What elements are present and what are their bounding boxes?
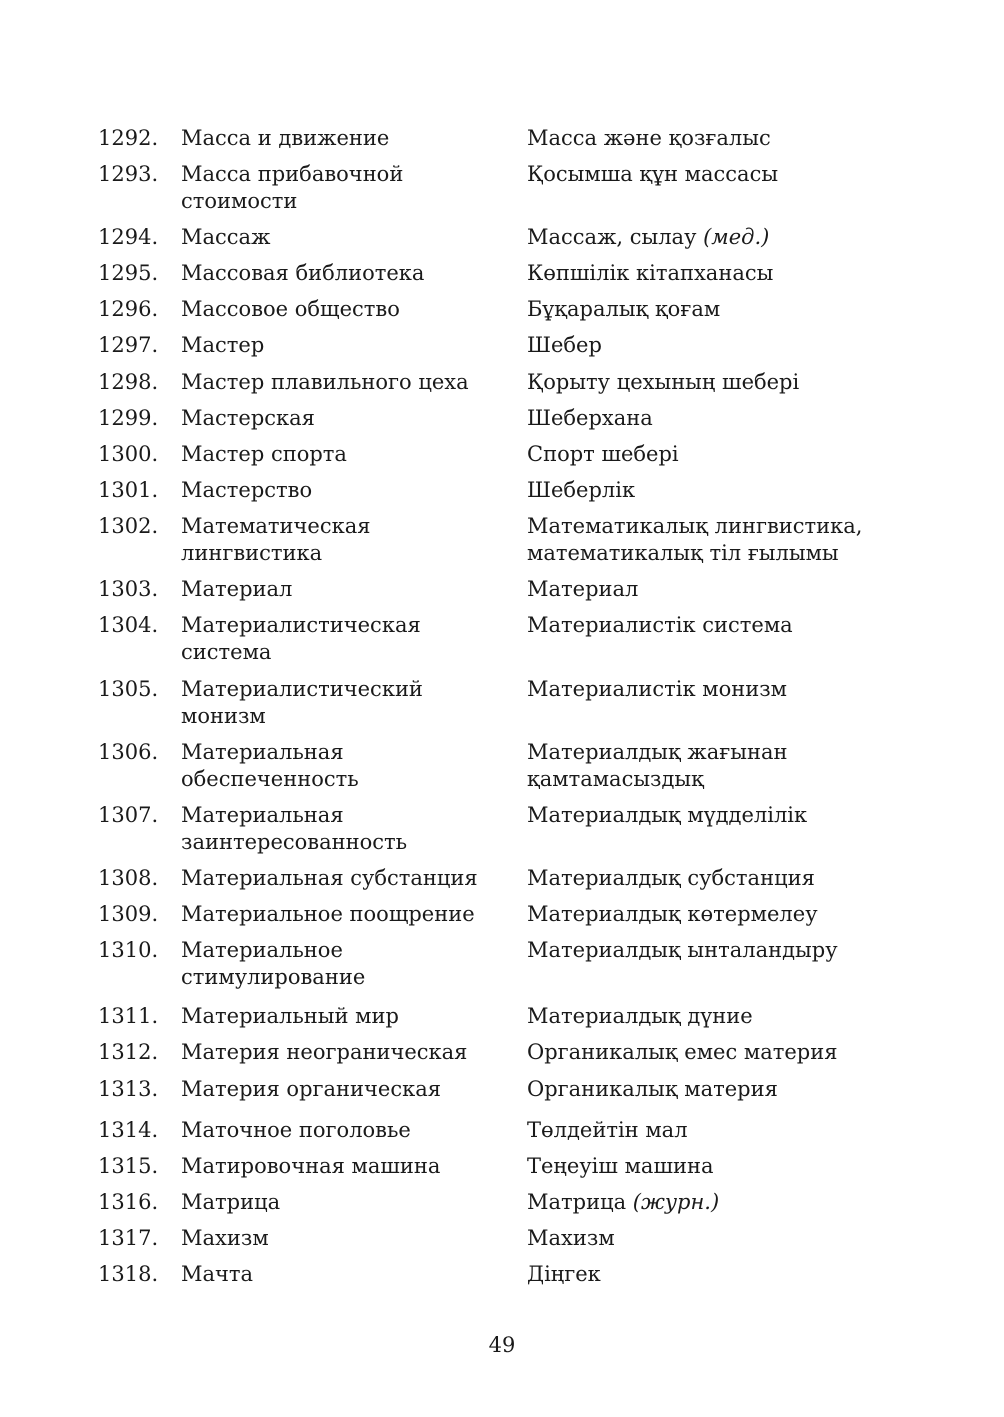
kazakh-term (527, 1261, 987, 1288)
kazakh-term-text: Спорт шебері (527, 442, 679, 466)
entry-number: 1315. (98, 1154, 159, 1178)
kazakh-term-line (527, 296, 987, 323)
russian-term-line: Масса прибавочной (181, 162, 404, 186)
russian-term-line: Материалистический (181, 677, 423, 701)
kazakh-term (527, 676, 987, 703)
entry-number: 1316. (98, 1190, 159, 1214)
entry-number: 1297. (98, 333, 159, 357)
russian-term-line: система (181, 640, 272, 664)
kazakh-term-line (527, 937, 987, 964)
kazakh-term-text: Материалдық дүние (527, 1004, 753, 1028)
russian-term-line: Мастерство (181, 478, 313, 502)
entry-number: 1318. (98, 1262, 159, 1286)
kazakh-term (527, 296, 987, 323)
russian-term-line: Маточное поголовье (181, 1118, 411, 1142)
russian-term (181, 260, 511, 287)
kazakh-term-line (527, 1261, 987, 1288)
kazakh-term-text: Көпшілік кітапханасы (527, 261, 774, 285)
kazakh-term (527, 1117, 987, 1144)
russian-term-line: Мастер плавильного цеха (181, 370, 469, 394)
russian-term-line: Математическая (181, 514, 371, 538)
russian-term-line: Материальная субстанция (181, 866, 478, 890)
kazakh-term (527, 369, 987, 396)
russian-term-line: Мачта (181, 1262, 254, 1286)
kazakh-term-line (527, 161, 987, 188)
entry-number: 1294. (98, 225, 159, 249)
kazakh-term-line (527, 540, 987, 567)
russian-term (181, 513, 511, 567)
kazakh-term-text: Шеберхана (527, 406, 653, 430)
russian-term (181, 1189, 511, 1216)
russian-term-line: Мастер спорта (181, 442, 347, 466)
kazakh-term-text: Материалистік монизм (527, 677, 788, 701)
kazakh-term-line (527, 1117, 987, 1144)
russian-term-line: заинтересованность (181, 830, 408, 854)
kazakh-term-line (527, 441, 987, 468)
russian-term-line: Материальная (181, 740, 344, 764)
russian-term (181, 1076, 511, 1103)
kazakh-term-text: Махизм (527, 1226, 615, 1250)
kazakh-term (527, 161, 987, 188)
russian-term (181, 477, 511, 504)
russian-term (181, 1225, 511, 1252)
kazakh-term (527, 441, 987, 468)
entry-number: 1299. (98, 406, 159, 430)
kazakh-term-line (527, 901, 987, 928)
russian-term-line: Материя неограническая (181, 1040, 468, 1064)
entry-number: 1308. (98, 866, 159, 890)
kazakh-term-text: Қосымша құн массасы (527, 162, 779, 186)
russian-term-line: Мастер (181, 333, 265, 357)
kazakh-term (527, 1003, 987, 1030)
kazakh-term-line (527, 766, 987, 793)
russian-term (181, 441, 511, 468)
kazakh-term-line (527, 1153, 987, 1180)
kazakh-term-line (527, 865, 987, 892)
russian-term (181, 576, 511, 603)
kazakh-term-text: Шебер (527, 333, 602, 357)
russian-term-line: Материальное поощрение (181, 902, 475, 926)
usage-note: (журн.) (632, 1190, 720, 1214)
kazakh-term (527, 405, 987, 432)
entry-number: 1302. (98, 514, 159, 538)
entry-number: 1306. (98, 740, 159, 764)
kazakh-term-line (527, 513, 987, 540)
russian-term-line: Материал (181, 577, 293, 601)
kazakh-term-line (527, 576, 987, 603)
russian-term (181, 1261, 511, 1288)
kazakh-term-text: Діңгек (527, 1262, 601, 1286)
kazakh-term-text: Математикалық лингвистика, (527, 514, 863, 538)
kazakh-term (527, 1189, 987, 1216)
kazakh-term-line (527, 369, 987, 396)
kazakh-term-line (527, 224, 987, 251)
kazakh-term-line (527, 405, 987, 432)
russian-term (181, 369, 511, 396)
russian-term (181, 739, 511, 793)
kazakh-term-text: Қорыту цехының шебері (527, 370, 800, 394)
russian-term-line: обеспеченность (181, 767, 359, 791)
entry-number: 1311. (98, 1004, 159, 1028)
russian-term-line: Материальный мир (181, 1004, 399, 1028)
kazakh-term-text: Материалдық жағынан (527, 740, 788, 764)
entry-number: 1307. (98, 803, 159, 827)
kazakh-term-line (527, 1225, 987, 1252)
kazakh-term-line (527, 1003, 987, 1030)
russian-term (181, 1153, 511, 1180)
kazakh-term-line (527, 1039, 987, 1066)
kazakh-term-text: Матрица (527, 1190, 633, 1214)
kazakh-term (527, 901, 987, 928)
kazakh-term-line (527, 125, 987, 152)
russian-term-line: Материальная (181, 803, 344, 827)
entry-number: 1295. (98, 261, 159, 285)
kazakh-term-text: Органикалық емес материя (527, 1040, 838, 1064)
entry-number: 1310. (98, 938, 159, 962)
russian-term (181, 1003, 511, 1030)
kazakh-term-line (527, 612, 987, 639)
kazakh-term-line (527, 1189, 987, 1216)
entry-number: 1300. (98, 442, 159, 466)
kazakh-term-text: математикалық тіл ғылымы (527, 541, 839, 565)
russian-term (181, 125, 511, 152)
entry-number: 1301. (98, 478, 159, 502)
kazakh-term-line (527, 260, 987, 287)
kazakh-term (527, 125, 987, 152)
kazakh-term-text: Материал (527, 577, 639, 601)
russian-term-line: Масса и движение (181, 126, 390, 150)
russian-term-line: Материальное (181, 938, 343, 962)
entry-number: 1303. (98, 577, 159, 601)
kazakh-term-text: қамтамасыздық (527, 767, 704, 791)
entry-number: 1314. (98, 1118, 159, 1142)
kazakh-term-text: Масса және қозғалыс (527, 126, 771, 150)
russian-term-line: Массаж (181, 225, 271, 249)
russian-term-line: Махизм (181, 1226, 269, 1250)
russian-term-line: лингвистика (181, 541, 323, 565)
russian-term (181, 901, 511, 928)
kazakh-term (527, 260, 987, 287)
kazakh-term (527, 612, 987, 639)
entry-number: 1298. (98, 370, 159, 394)
kazakh-term (527, 477, 987, 504)
kazakh-term-text: Бұқаралық қоғам (527, 297, 721, 321)
kazakh-term-text: Органикалық материя (527, 1077, 778, 1101)
usage-note: (мед.) (703, 225, 770, 249)
entry-number: 1317. (98, 1226, 159, 1250)
russian-term-line: монизм (181, 704, 266, 728)
entry-number: 1305. (98, 677, 159, 701)
kazakh-term-text: Материалистік система (527, 613, 793, 637)
kazakh-term (527, 1225, 987, 1252)
entry-number: 1296. (98, 297, 159, 321)
kazakh-term-text: Шеберлік (527, 478, 636, 502)
russian-term (181, 296, 511, 323)
kazakh-term-text: Материалдық мүдделілік (527, 803, 808, 827)
russian-term-line: Мастерская (181, 406, 315, 430)
kazakh-term-text: Төлдейтін мал (527, 1118, 688, 1142)
russian-term (181, 405, 511, 432)
kazakh-term-text: Материалдық көтермелеу (527, 902, 818, 926)
kazakh-term (527, 1153, 987, 1180)
russian-term (181, 161, 511, 215)
kazakh-term (527, 739, 987, 793)
entry-number: 1293. (98, 162, 159, 186)
kazakh-term-line (527, 802, 987, 829)
kazakh-term (527, 224, 987, 251)
kazakh-term (527, 1076, 987, 1103)
kazakh-term-line (527, 332, 987, 359)
kazakh-term (527, 332, 987, 359)
russian-term (181, 676, 511, 730)
kazakh-term-line (527, 676, 987, 703)
kazakh-term (527, 802, 987, 829)
russian-term (181, 1117, 511, 1144)
russian-term (181, 865, 511, 892)
russian-term-line: Матировочная машина (181, 1154, 441, 1178)
entry-number: 1312. (98, 1040, 159, 1064)
russian-term-line: Массовая библиотека (181, 261, 425, 285)
kazakh-term-line (527, 739, 987, 766)
page-number: 49 (488, 1333, 516, 1357)
russian-term-line: Материя органическая (181, 1077, 441, 1101)
russian-term (181, 612, 511, 666)
russian-term-line: Массовое общество (181, 297, 400, 321)
russian-term-line: стоимости (181, 189, 298, 213)
kazakh-term-line (527, 477, 987, 504)
kazakh-term (527, 513, 987, 567)
russian-term-line: Материалистическая (181, 613, 421, 637)
entry-number: 1304. (98, 613, 159, 637)
kazakh-term (527, 937, 987, 964)
entry-number: 1309. (98, 902, 159, 926)
kazakh-term (527, 576, 987, 603)
entry-number: 1313. (98, 1077, 159, 1101)
kazakh-term-text: Массаж, сылау (527, 225, 704, 249)
russian-term (181, 224, 511, 251)
russian-term (181, 1039, 511, 1066)
kazakh-term-text: Теңеуіш машина (527, 1154, 714, 1178)
entry-number: 1292. (98, 126, 159, 150)
kazakh-term-text: Материалдық ынталандыру (527, 938, 838, 962)
russian-term-line: стимулирование (181, 965, 366, 989)
kazakh-term (527, 1039, 987, 1066)
russian-term-line: Матрица (181, 1190, 281, 1214)
kazakh-term-line (527, 1076, 987, 1103)
russian-term (181, 802, 511, 856)
russian-term (181, 937, 511, 991)
kazakh-term-text: Материалдық субстанция (527, 866, 815, 890)
russian-term (181, 332, 511, 359)
kazakh-term (527, 865, 987, 892)
